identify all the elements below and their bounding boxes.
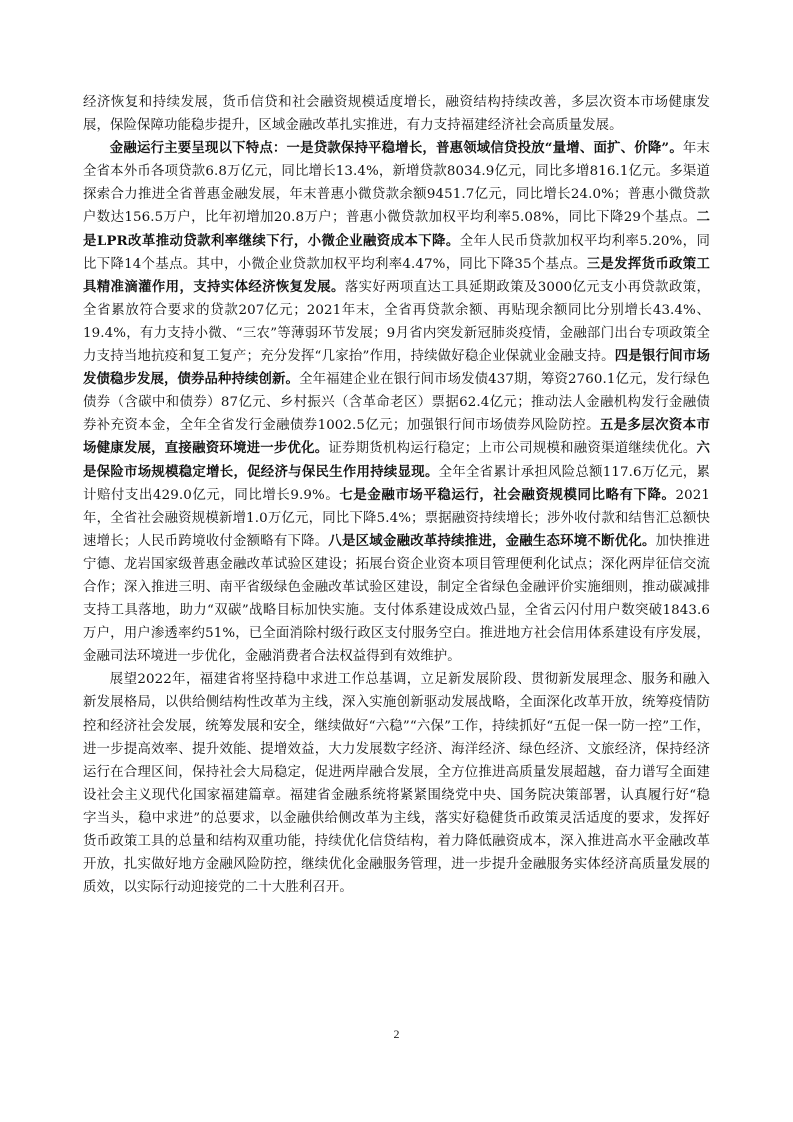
- page-number: 2: [393, 1027, 400, 1041]
- paragraph-financial-features: [83, 137, 710, 668]
- paragraph-outlook-2022: [83, 668, 710, 899]
- text-run: 全年人民币贷款加权平均利率5.20%，同比下降14个基点。其中，小微企业贷款加权平均利率4.47%，同比下降35个基点。: [83, 233, 710, 272]
- bold-heading-run: 六是保险市场规模稳定增长，促经济与保民生作用持续显现。: [83, 440, 710, 480]
- text-run: 全年全省累计承担风险总额117.6万亿元，累计赔付支出429.0亿元，同比增长9.9%。: [83, 464, 710, 503]
- text-run: 2021年，全省社会融资规模新增1.0万亿元，同比下降5.4%；票据融资持续增长；涉外收付款和结售汇总额快速增长；人民币跨境收付金额略有下降。: [83, 487, 710, 549]
- bold-heading-run: 四是银行间市场发债稳步发展，债券品种持续创新。: [83, 348, 710, 388]
- bold-heading-run: 五是多层次资本市场健康发展，直接融资环境进一步优化。: [83, 417, 710, 457]
- text-run: 年末全省本外币各项贷款6.8万亿元，同比增长13.4%，新增贷款8034.9亿元，同比多增816.1亿元。多渠道探索合力推进全省普惠金融发展，年末普惠小微贷款余额9451.7亿元，同比增长24.0%；普惠小微贷款户数达156.5万户，比年初增加20.8万户；普惠小微贷款加权平均利率5.08%，同比下降29个基点。: [83, 141, 711, 226]
- text-run: 展望2022年，福建省将坚持稳中求进工作总基调，立足新发展阶段、贯彻新发展理念、服务和融入新发展格局，以供给侧结构性改革为主线，深入实施创新驱动发展战略，全面深化改革开放，统筹疫情防控和经济社会发展，统筹发展和安全，继续做好“六稳”“六保”工作，持续抓好“五促一保一防一控”工作，进一步提高效率、提升效能、提增效益，大力发展数字经济、海洋经济、绿色经济、文旅经济，保持经济运行在合理区间，保持社会大局稳定，促进两岸融合发展，全方位推进高质量发展超越，奋力谱写全面建设社会主义现代化国家福建篇章。福建省金融系统将紧紧围绕党中央、国务院决策部署，认真履行好“稳字当头，稳中求进”的总要求，以金融供给侧改革为主线，落实好稳健货币政策灵活适度的要求，发挥好货币政策工具的总量和结构双重功能，持续优化信贷结构，着力降低融资成本，深入推进高水平金融改革开放，扎实做好地方金融风险防控，继续优化金融服务管理，进一步提升金融服务实体经济高质量发展的质效，以实际行动迎接党的二十大胜利召开。: [83, 672, 710, 896]
- bold-heading-run: 七是金融市场平稳运行，社会融资规模同比略有下降。: [339, 486, 676, 503]
- bold-heading-run: 八是区域金融改革持续推进，金融生态环境不断优化。: [328, 532, 656, 549]
- document-body: [83, 91, 710, 899]
- bold-heading-run: 三是发挥货币政策工具精准滴灌作用，支持实体经济恢复发展。: [83, 255, 710, 295]
- text-run: 加快推进宁德、龙岩国家级普惠金融改革试验区建设；拓展台资企业资本项目管理便利化试点；深化两岸征信交流合作；深入推进三明、南平省级绿色金融改革试验区建设，制定全省绿色金融评价实施细则，推动碳减排支持工具落地，助力“双碳”战略目标加快实施。支付体系建设成效凸显，全省云闪付用户数突破1843.6万户，用户渗透率约51%，已全面消除村级行政区支付服务空白。推进地方社会信用体系建设有序发展，金融司法环境进一步优化，金融消费者合法权益得到有效维护。: [83, 533, 710, 665]
- paragraph-intro-continuation: [83, 91, 710, 137]
- text-run: 证券期货机构运行稳定；上市公司规模和融资渠道继续优化。: [328, 441, 697, 457]
- text-run: 经济恢复和持续发展，货币信贷和社会融资规模适度增长，融资结构持续改善，多层次资本市场健康发展，保险保障功能稳步提升，区域金融改革扎实推进，有力支持福建经济社会高质量发展。: [83, 95, 710, 134]
- text-run: 落实好两项直达工具延期政策及3000亿元支小再贷款政策，全省累放符合要求的贷款207亿元；2021年末，全省再贷款余额、再贴现余额同比分别增长43.4%、19.4%，有力支持小微、“三农”等薄弱环节发展；9月省内突发新冠肺炎疫情，金融部门出台专项政策全力支持当地抗疫和复工复产；充分发挥“几家抬”作用，持续做好稳企业保就业金融支持。: [83, 279, 710, 365]
- text-run: 全年福建企业在银行间市场发债437期，筹资2760.1亿元，发行绿色债券（含碳中和债券）87亿元、乡村振兴（含革命老区）票据62.4亿元；推动法人金融机构发行金融债券补充资本金，全年全省发行金融债券1002.5亿元；加强银行间市场债券风险防控。: [83, 372, 711, 434]
- bold-heading-run: 二是LPR改革推动贷款利率继续下行，小微企业融资成本下降。: [83, 209, 710, 249]
- bold-heading-run: 金融运行主要呈现以下特点：一是贷款保持平稳增长，普惠领域信贷投放“量增、面扩、价降”。: [109, 140, 683, 157]
